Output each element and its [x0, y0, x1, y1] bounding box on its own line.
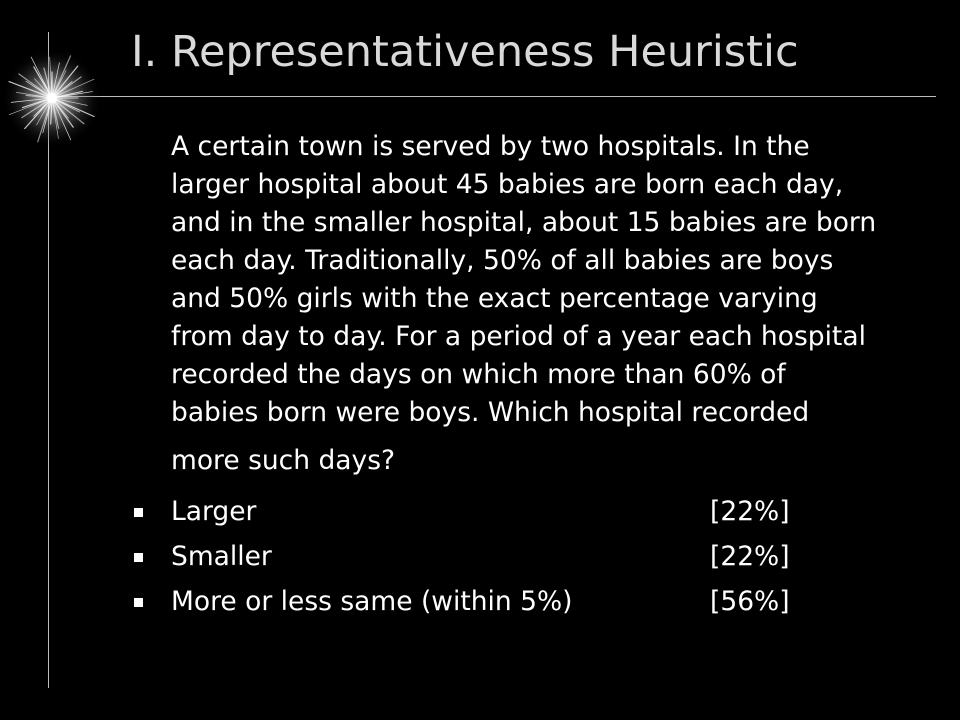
paragraph-line: A certain town is served by two hospitals. In the [171, 131, 810, 162]
square-bullet-icon [134, 598, 143, 607]
option-percent: [22%] [710, 541, 790, 572]
problem-paragraph [171, 128, 941, 480]
square-bullet-icon [134, 508, 143, 517]
paragraph-line: and 50% girls with the exact percentage varying [171, 283, 818, 314]
option-label: More or less same (within 5%) [171, 586, 573, 617]
square-bullet-icon [134, 553, 143, 562]
paragraph-line: from day to day. For a period of a year each hospital [171, 321, 866, 352]
option-percent: [56%] [710, 586, 790, 617]
option-smaller [0, 539, 960, 575]
paragraph-line: babies born were boys. Which hospital recorded [171, 397, 810, 428]
starburst-icon [0, 46, 104, 150]
option-larger [0, 494, 960, 530]
option-percent: [22%] [710, 496, 790, 527]
option-same [0, 584, 960, 620]
option-label: Larger [171, 496, 257, 527]
paragraph-line: each day. Traditionally, 50% of all babies are boys [171, 245, 834, 276]
slide-title: I. Representativeness Heuristic [131, 27, 799, 77]
option-label: Smaller [171, 541, 272, 572]
paragraph-line: larger hospital about 45 babies are born each day, [171, 169, 844, 200]
paragraph-line: and in the smaller hospital, about 15 babies are born [171, 207, 877, 238]
title-underline [48, 96, 936, 97]
paragraph-line: recorded the days on which more than 60% of [171, 359, 786, 390]
paragraph-line: more such days? [171, 445, 396, 476]
